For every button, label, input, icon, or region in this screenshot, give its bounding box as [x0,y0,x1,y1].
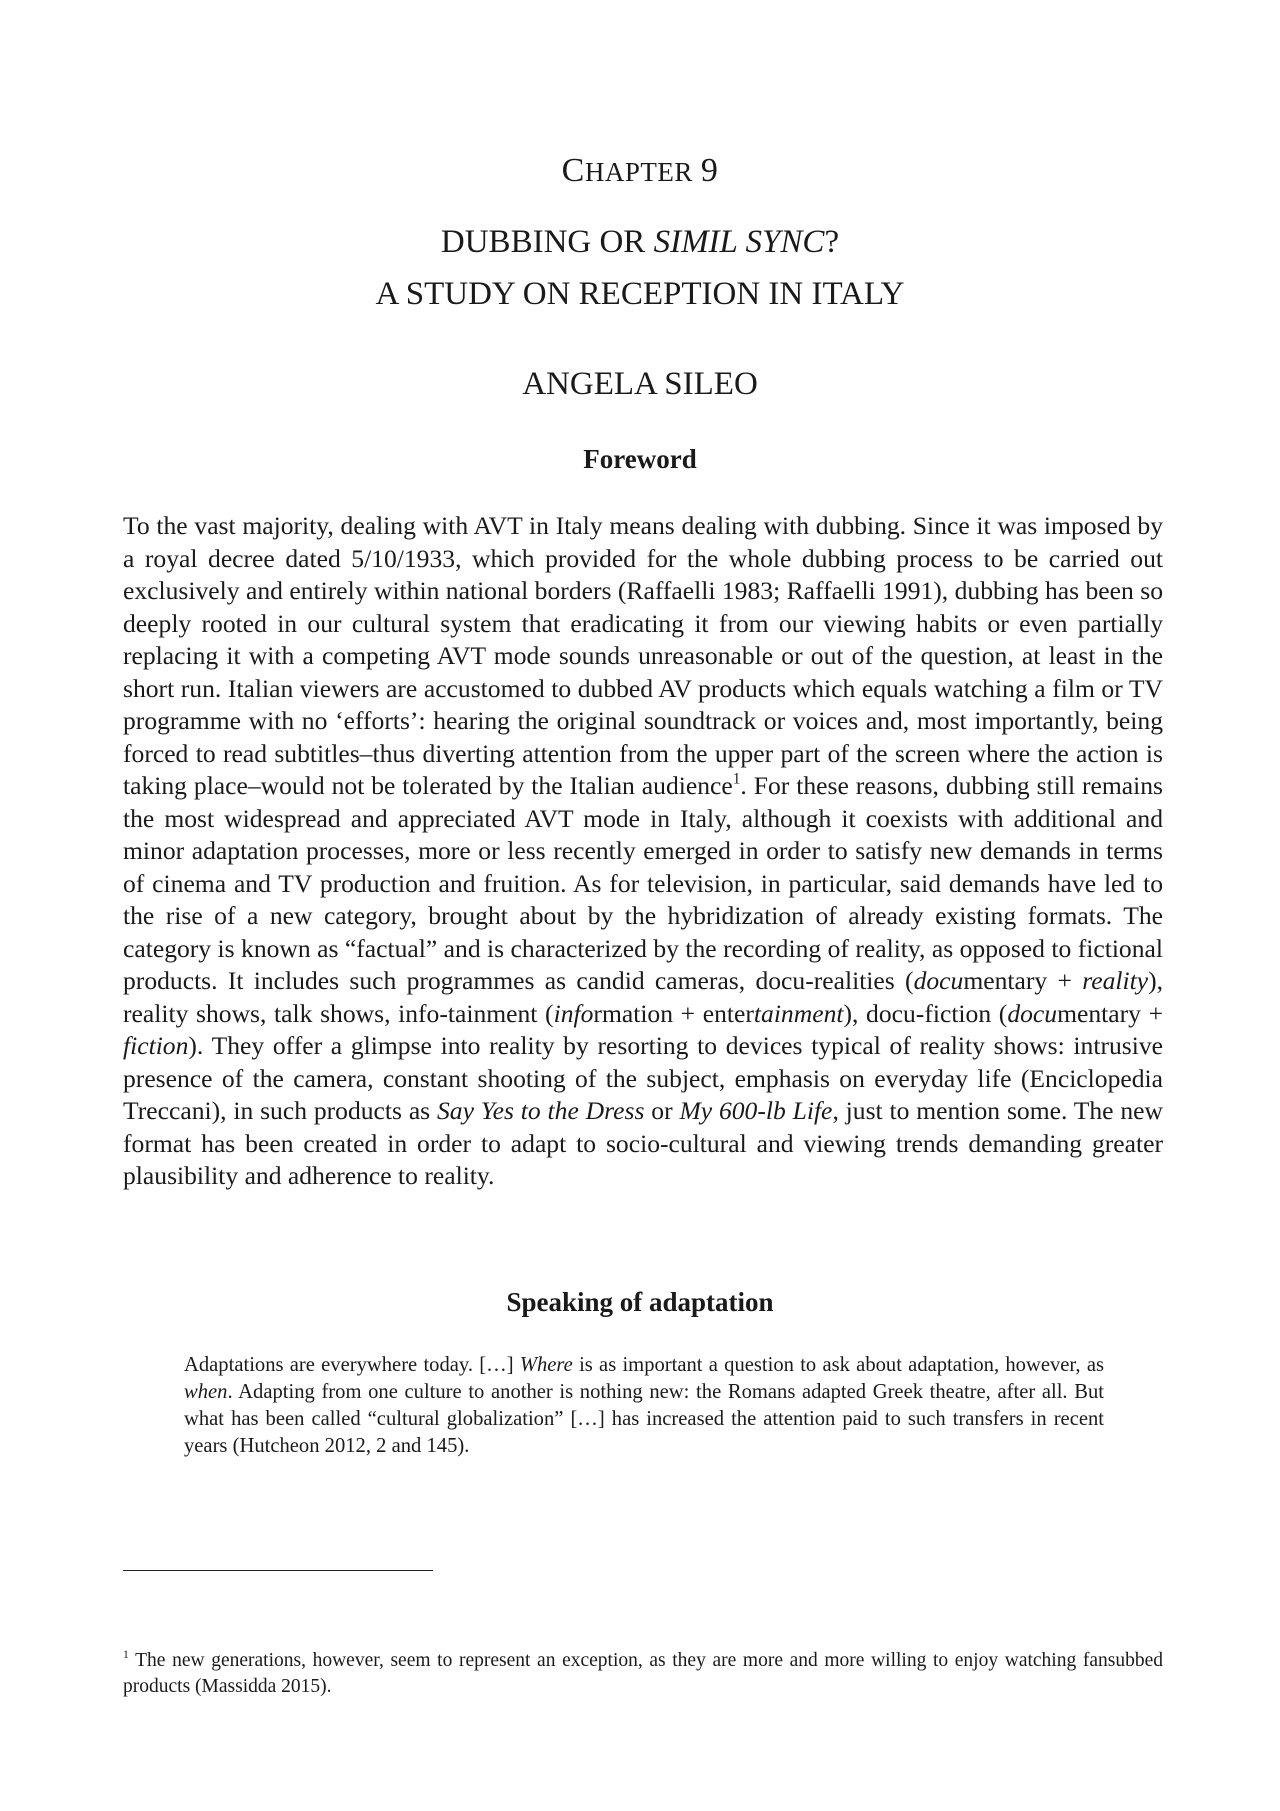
chapter-heading [0,152,1280,190]
foreword-heading: Foreword [583,444,697,474]
footnote-separator [123,1570,433,1571]
chapter-number: 9 [700,152,719,189]
author-name: ANGELA SILEO [522,366,758,402]
footnote-reference: 1 [732,770,741,788]
chapter-title-line-2: A STUDY ON RECEPTION IN ITALY [375,276,905,312]
footnote: $^1$ The new generations, however, seem to represent an exception, as they are more and more willing to enjoy watching fansubbed products (Massidda 2015). [123,1647,1163,1697]
chapter-initial: C [561,152,585,189]
footnote-number: 1 [123,1647,129,1661]
section-heading-adaptation: Speaking of adaptation [506,1287,774,1317]
chapter-label: HAPTER [584,157,693,187]
foreword-paragraph: To the vast majority, dealing with AVT in Italy means dealing with dubbing. Since it was imposed by a royal decree dated 5/10/1933, which provided for the whole dubbing process to be carried out exclusively and entirely within national borders (Raffaelli 1983; Raffaelli 1991), dubbing has been so deeply rooted in our cultural system that eradicating it from our viewing habits or even partially replacing it with a competing AVT mode sounds unreasonable or out of the question, at least in the short run. Italian viewers are accustomed to dubbed AV products which equals watching a film or TV programme with no ‘efforts’: hearing the original soundtrack or voices and, most importantly, being forced to read subtitles–thus diverting attention from the upper part of the screen where the action is taking place–would not be tolerated by the Italian audience$^1$. For these reasons, dubbing still remains the most widespread and appreciated AVT mode in Italy, although it coexists with additional and minor adaptation processes, more or less recently emerged in order to satisfy new demands in terms of cinema and TV production and fruition. As for television, in particular, said demands have led to the rise of a new category, brought about by the hybridization of already existing formats. The category is known as “factual” and is characterized by the recording of reality, as opposed to fictional products. It includes such programmes as candid cameras, docu-realities (documentary + reality), reality shows, talk shows, info-tainment (information + entertainment), docu-fiction (documentary + fiction). They offer a glimpse into reality by resorting to devices typical of reality shows: intrusive presence of the camera, constant shooting of the subject, emphasis on everyday life (Enciclopedia Treccani), in such products as Say Yes to the Dress or My 600-lb Life, just to mention some. The new format has been created in order to adapt to socio-cultural and viewing trends demanding greater plausibility and adherence to reality. [123,511,1164,1190]
block-quote: Adaptations are everywhere today. […] Where is as important a question to ask about adaptation, however, as when. Adapting from one culture to another is nothing new: the Romans adapted Greek theatre, after all. But what has been called “cultural globalization” […] has increased the attention paid to such transfers in recent years (Hutcheon 2012, 2 and 145). [184,1354,1104,1457]
chapter-title-line-1: DUBBING OR SIMIL SYNC? [440,224,840,260]
